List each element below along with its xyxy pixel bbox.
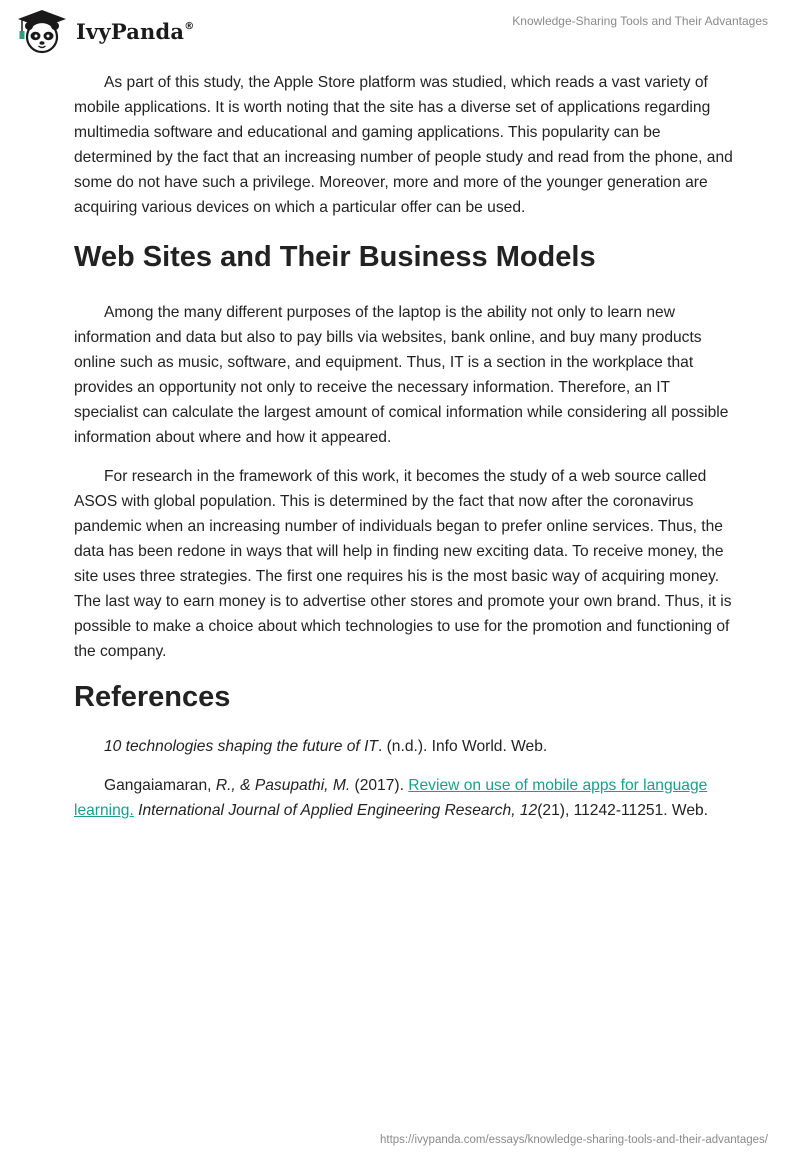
reference-author: Gangaiamaran, <box>104 777 216 794</box>
section-heading-web-sites: Web Sites and Their Business Models <box>74 241 596 273</box>
logo-text: IvyPanda® <box>76 18 195 44</box>
paragraph-intro: As part of this study, the Apple Store platform was studied, which reads a vast variety of mobile applications. It is worth noting that the site has a diverse set of applications regarding multimedia software and educational and gaming applications. This popularity can be determined by the fact that an increasing number of people study and read from the phone, and some do not have such a privilege. Moreover, more and more of the younger generation are acquiring various devices on which a particular offer can be used. <box>74 74 733 216</box>
document-title: Knowledge-Sharing Tools and Their Advantages <box>512 14 768 28</box>
paragraph-web-2: For research in the framework of this work, it becomes the study of a web source called ASOS with global population. This is determined by the fact that now after the coronavirus pandemic when an increasing number of individuals began to prefer online services. Thus, the data has been redone in ways that will help in finding new exciting data. To receive money, the site uses three strategies. The first one requires his is the most basic way of acquiring money. The last way to earn money is to advertise other stores and promote your own brand. Thus, it is possible to make a choice about which technologies to use for the promotion and functioning of the company. <box>74 468 732 660</box>
reference-rest: (21), 11242-11251. Web. <box>537 802 708 819</box>
reference-title: 10 technologies shaping the future of IT <box>104 738 378 755</box>
panda-icon <box>14 8 70 54</box>
reference-rest: . (n.d.). Info World. Web. <box>377 738 548 755</box>
section-heading-references: References <box>74 681 231 713</box>
article-content <box>74 70 734 837</box>
reference-item <box>74 734 734 759</box>
page-header <box>0 0 800 60</box>
paragraph-web-1: Among the many different purposes of the laptop is the ability not only to learn new information and data but also to pay bills via websites, bank online, and buy many products online such as music, software, and equipment. Thus, IT is a section in the workplace that provides an opportunity not only to receive the necessary information. Therefore, an IT specialist can calculate the largest amount of comical information while considering all possible information about where and how it appeared. <box>74 304 729 446</box>
reference-item <box>74 773 734 823</box>
reference-year: (2017). <box>350 777 409 794</box>
ivypanda-logo[interactable] <box>14 8 194 54</box>
reference-journal: International Journal of Applied Engineering Research, 12 <box>133 802 538 819</box>
reference-link[interactable]: Review on use of mobile apps for language learning. <box>74 777 708 819</box>
footer-url[interactable]: https://ivypanda.com/essays/knowledge-sharing-tools-and-their-advantages/ <box>379 1134 768 1146</box>
reference-authors: R., & Pasupathi, M. <box>215 777 351 794</box>
